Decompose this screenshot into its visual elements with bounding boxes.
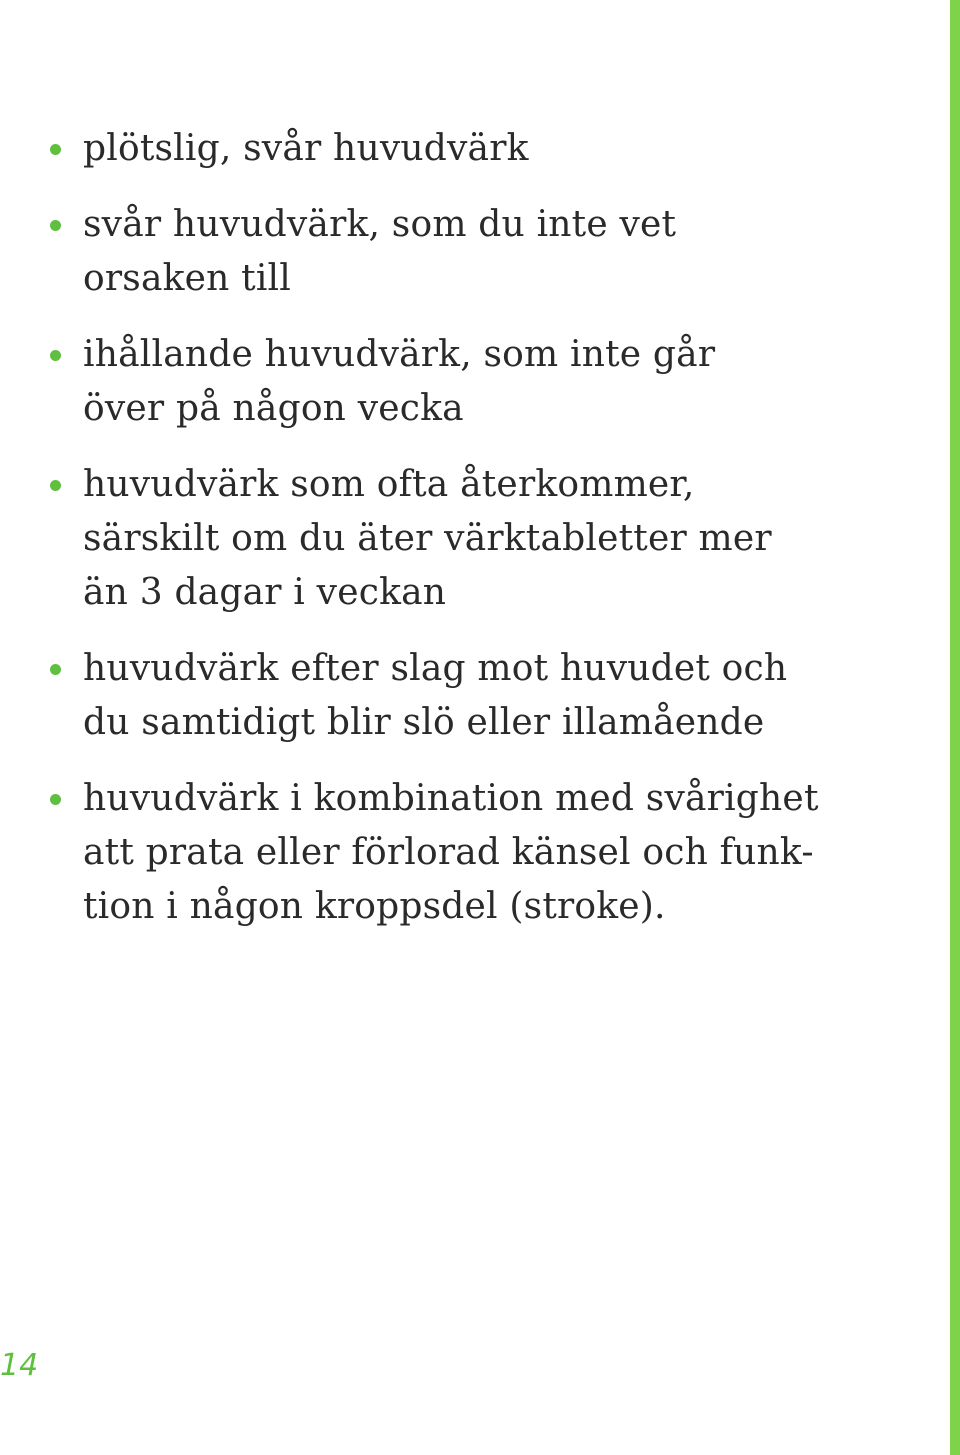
list-item	[46, 642, 866, 750]
bullet-dot-icon	[50, 350, 61, 361]
list-item-text: huvudvärk efter slag mot huvudet och du samtidigt blir slö eller illamående	[83, 648, 788, 743]
list-item-text: huvudvärk som ofta återkommer, särskilt om du äter värktabletter mer än 3 dagar i veckan	[83, 464, 772, 613]
page-number: 14	[0, 1348, 39, 1383]
bullet-dot-icon	[50, 480, 61, 491]
warning-signs-list	[46, 122, 866, 956]
bullet-dot-icon	[50, 220, 61, 231]
list-item	[46, 122, 866, 176]
green-side-stripe	[950, 0, 960, 1455]
bullet-dot-icon	[50, 664, 61, 675]
bullet-dot-icon	[50, 144, 61, 155]
list-item-text: huvudvärk i kombination med svårighet att prata eller förlorad känsel och funk- tion i någon kroppsdel (stroke).	[83, 778, 819, 927]
list-item	[46, 772, 866, 934]
list-item-text: ihållande huvudvärk, som inte går över på någon vecka	[83, 334, 716, 429]
list-item-text: svår huvudvärk, som du inte vet orsaken till	[83, 204, 677, 299]
list-item	[46, 458, 866, 620]
list-item-text: plötslig, svår huvudvärk	[83, 128, 529, 169]
list-item	[46, 198, 866, 306]
bullet-dot-icon	[50, 794, 61, 805]
list-item	[46, 328, 866, 436]
